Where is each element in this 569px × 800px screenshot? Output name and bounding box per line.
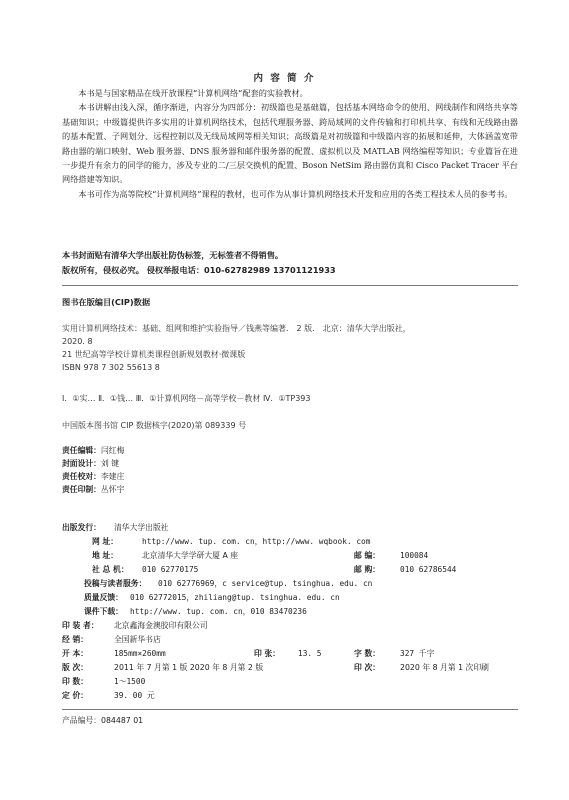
quality-label: 质量反馈： [84, 593, 123, 602]
edition-label: 版 次： [62, 663, 89, 672]
cip-line: 实用计算机网络技术：基础、组网和维护实验指导／钱燕等编著． 2 版． 北京：清华大学出版社， [62, 324, 411, 333]
print-run-label: 印 数： [62, 677, 89, 686]
cip-heading: 图书在版编目(CIP)数据 [62, 297, 151, 307]
credits [62, 444, 124, 496]
content-summary-heading: 内 容 简 介 [253, 73, 316, 84]
words-label: 字 数： [354, 649, 381, 658]
publisher-value: 清华大学出版社 [114, 523, 169, 532]
sheets-value: 13. 5 [298, 649, 322, 658]
notice-line: 版权所有，侵权必究。 侵权举报电话：010-62782989 13701121933 [62, 264, 336, 275]
credit-row [62, 444, 124, 457]
credit-label: 封面设计： [62, 459, 101, 468]
cip-classification: Ⅰ．①实… Ⅱ．①钱… Ⅲ．①计算机网络－高等学校－教材 Ⅳ．①TP393 [62, 394, 311, 403]
edition-value: 2011 年 7 月第 1 版 2020 年 8 月第 2 版 [114, 663, 264, 672]
words-value: 327 千字 [400, 649, 435, 658]
web-label: 网 址： [92, 537, 119, 546]
distributor-label: 经 销： [62, 635, 89, 644]
anti-counterfeit-notice [62, 248, 518, 277]
content-summary [62, 86, 518, 201]
address-label: 地 址： [92, 551, 119, 560]
mail-order-value: 010 62786544 [400, 565, 457, 574]
credit-label: 责任印制： [62, 485, 101, 494]
price-label: 定 价： [62, 691, 89, 700]
credit-value: 刘 键 [100, 459, 120, 468]
intro-paragraph: 本书是与国家精品在线开放课程“计算机网络”配套的实验教材。 [78, 88, 308, 98]
impression-label: 印 次： [354, 663, 381, 672]
divider [62, 285, 518, 286]
credit-label: 责任校对： [62, 472, 101, 481]
size-label: 开 本： [62, 649, 89, 658]
notice-line: 本书封面贴有清华大学出版社防伪标签，无标签者不得销售。 [62, 250, 284, 260]
mail-order-label: 邮 购： [354, 565, 381, 574]
sheets-label: 印 张： [254, 649, 281, 658]
intro-paragraph: 本书讲解由浅入深，循序渐进，内容分为四部分：初级篇也是基础篇，包括基本网络命令的使用、网线制作和网络共享等基础知识；中级篇提供许多实用的计算机网络技术，包括代理服务器、跨局域网的文件传输和打印机共享、有线和无线路由器的基本配置、子网划分、远程控制以及无线局域网等相关知识；高级篇是对初级篇和中级篇内容的拓展和延伸，大体涵盖宽带路由器的端口映射、Web 服务器、DNS 服务器和邮件服务器的配置、虚拟机以及 MATLAB 网络编程等知识；专业篇旨在进一步提升有余力的同学的能力，涉及专业的二/三层交换机的配置、Boson NetSim 路由器仿真和 Cisco Packet Tracer 平台网络搭建等知识。 [62, 102, 518, 185]
cip-number: 中国版本图书馆 CIP 数据核字(2020)第 089339 号 [62, 421, 247, 430]
submission-value: 010 62776969，c service@tup. tsinghua. edu. cn [158, 579, 373, 588]
postcode-value: 100084 [400, 551, 429, 560]
cip-line: 21 世纪高等学校计算机类课程创新规划教材·微课版 [62, 350, 246, 359]
printer-label: 印 装 者： [62, 621, 99, 630]
credit-value: 丛怀宇 [100, 485, 125, 494]
impression-value: 2020 年 8 月第 1 次印刷 [400, 663, 489, 672]
credit-label: 责任编辑： [62, 446, 101, 455]
cip-record [62, 322, 411, 374]
courseware-value: http://www. tup. com. cn，010 83470236 [130, 607, 307, 616]
printer-value: 北京鑫海金澳胶印有限公司 [114, 621, 208, 630]
intro-paragraph: 本书可作为高等院校“计算机网络”课程的教材，也可作为从事计算机网络技术开发和应用的各类工程技术人员的参考书。 [78, 188, 513, 199]
credit-row [62, 483, 124, 496]
credit-row [62, 470, 124, 483]
courseware-label: 课件下载： [84, 607, 123, 616]
cip-line: 2020. 8 [62, 337, 93, 346]
credit-row [62, 457, 124, 470]
print-run-value: 1～1500 [114, 677, 146, 686]
quality-value: 010 62772015，zhiliang@tup. tsinghua. edu. cn [130, 593, 340, 602]
distributor-value: 全国新华书店 [114, 635, 161, 644]
publisher-label: 出版发行： [62, 523, 101, 532]
switchboard-label: 社 总 机： [92, 565, 129, 574]
submission-label: 投稿与读者服务： [84, 579, 147, 588]
credit-value: 李建庄 [100, 472, 125, 481]
product-code: 产品编号：084487 01 [62, 716, 144, 725]
size-value: 185mm×260mm [114, 649, 166, 658]
cip-line: ISBN 978 7 302 55613 8 [62, 363, 160, 372]
price-value: 39. 00 元 [114, 691, 155, 700]
divider [62, 709, 518, 710]
postcode-label: 邮 编： [354, 551, 381, 560]
web-value: http://www. tup. com. cn，http://www. wqbook. com [142, 537, 371, 546]
credit-value: 闫红梅 [100, 446, 125, 455]
switchboard-value: 010 62770175 [142, 565, 199, 574]
address-value: 北京清华大学学研大厦 A 座 [142, 551, 239, 560]
